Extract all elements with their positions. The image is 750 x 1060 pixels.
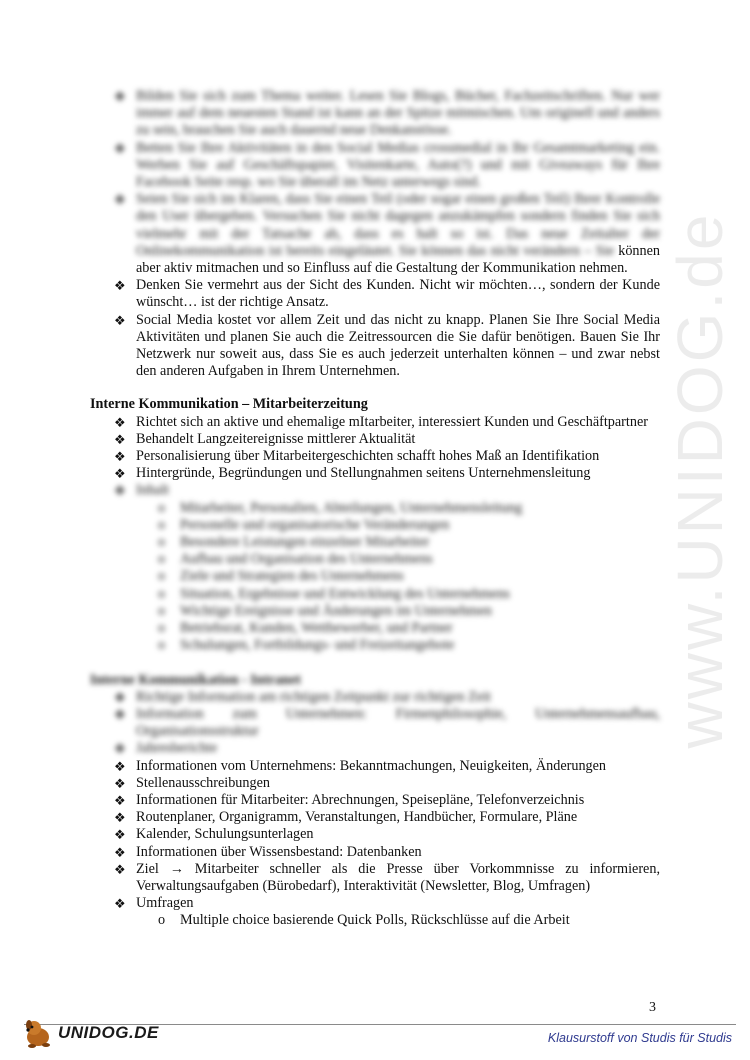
circle-bullet-icon: o — [158, 620, 166, 637]
list-item: ❖ Ziel → Mitarbeiter schneller als die Presse über Vorkommnisse zu informieren, Verwaltungsaufgaben (Bürobedarf), Interaktivität (Newsletter, Blog, Umfragen) — [114, 860, 660, 894]
list-item: o Aufbau und Organisation des Unternehmens — [158, 551, 433, 568]
list-item: ❖ Behandelt Langzeitereignisse mittlerer Aktualität — [114, 430, 416, 447]
circle-bullet-icon: o — [158, 551, 166, 568]
list-item: ❖ Routenplaner, Organigramm, Veranstaltungen, Handbücher, Formulare, Pläne — [114, 809, 578, 826]
list-item: o Schulungen, Fortbildungs- und Freizeitangebote — [158, 637, 455, 654]
list-item: ❖ Umfragen — [114, 895, 194, 912]
unidog-logo — [20, 1015, 160, 1051]
circle-bullet-icon: o — [158, 516, 166, 533]
list-item: o Situation, Ergebnisse und Entwicklung des Unternehmens — [158, 585, 510, 602]
blurred-bullet-list-intranet — [90, 689, 660, 758]
list-item: ❖ Kalender, Schulungsunterlagen — [114, 826, 314, 843]
circle-bullet-icon: o — [158, 585, 166, 602]
page-content — [90, 88, 660, 930]
diamond-bullet-icon: ❖ — [114, 861, 126, 877]
sub-list — [90, 912, 660, 929]
circle-bullet-icon: o — [158, 534, 166, 551]
circle-bullet-icon: o — [158, 637, 166, 654]
blurred-sub-list — [90, 500, 660, 655]
clear-text: können aber aktiv mitmachen und so Einfluss auf die Gestaltung der Kommunikation nehmen. — [136, 242, 661, 277]
diamond-bullet-icon: ❖ — [114, 792, 126, 808]
list-item: o Personelle und organisatorische Veränderungen — [158, 516, 450, 533]
diamond-bullet-icon: ❖ — [114, 810, 126, 826]
list-item: ❖ Betten Sie Ihre Aktivitäten in den Social Medias crossmedial in Ihr Gesamtmarketing ein. Werben Sie auf Geschäftspapier, Visitenkarte, Auto(?) und mit Giveaways für Ihre Facebook Seite resp. wo Sie überall im Netz unterwegs sind. — [114, 139, 660, 191]
list-item: ❖ Information zum Unternehmen: Firmenphilosophie, Unternehmensaufbau, Organisationsstruktur — [114, 705, 660, 740]
list-item: ❖ Social Media kostet vor allem Zeit und das nicht zu knapp. Planen Sie Ihre Social Media Aktivitäten und planen Sie auch die Zeitressourcen die Sie dafür benötigen. Bauen Sie Ihr Netzwerk nur soweit aus, dass Sie es auch jederzeit unterhalten können – und zwar nebst den anderen Aufgaben in Ihrem Unternehmen. — [114, 311, 660, 380]
watermark: www.UNIDOG.de — [664, 211, 736, 749]
circle-bullet-icon: o — [158, 568, 166, 585]
list-item: ❖ Stellenausschreibungen — [114, 774, 270, 791]
dog-mascot-icon — [20, 1015, 56, 1051]
list-item: ❖ Informationen vom Unternehmens: Bekanntmachungen, Neuigkeiten, Änderungen — [114, 757, 607, 774]
logo-text: UNIDOG.DE — [58, 1023, 159, 1042]
blurred-bullet-list-top — [90, 88, 660, 191]
diamond-bullet-icon: ❖ — [114, 896, 126, 912]
list-item: o Ziele und Strategien des Unternehmens — [158, 568, 404, 585]
diamond-bullet-icon: ❖ — [114, 414, 126, 430]
diamond-bullet-icon: ❖ — [114, 89, 126, 104]
list-item: ❖ Informationen für Mitarbeiter: Abrechnungen, Speisepläne, Telefonverzeichnis — [114, 791, 585, 808]
circle-bullet-icon: o — [158, 912, 166, 929]
diamond-bullet-icon: ❖ — [114, 483, 126, 499]
diamond-bullet-icon: ❖ — [114, 689, 126, 705]
diamond-bullet-icon: ❖ — [114, 449, 126, 465]
list-item: o Wichtige Ereignisse und Änderungen im Unternehmen — [158, 602, 492, 619]
footer-tagline: Klausurstoff von Studis für Studis — [547, 1031, 732, 1045]
section-heading: Interne Kommunikation - Intranet — [90, 671, 301, 688]
diamond-bullet-icon: ❖ — [114, 706, 126, 722]
diamond-bullet-icon: ❖ — [114, 192, 126, 208]
diamond-bullet-icon: ❖ — [114, 758, 126, 774]
diamond-bullet-icon: ❖ — [114, 775, 126, 791]
bullet-list-mixed — [90, 191, 660, 380]
list-item: ❖ Inhalt — [114, 482, 170, 499]
diamond-bullet-icon: ❖ — [114, 312, 126, 328]
circle-bullet-icon: o — [158, 499, 166, 516]
list-item: ❖ Richtige Information am richtigen Zeitpunkt zur richtigen Zeit — [114, 688, 491, 705]
page-number: 3 — [649, 1000, 656, 1015]
diamond-bullet-icon: ❖ — [114, 741, 126, 757]
list-item: ❖ Jahresberichte — [114, 740, 218, 757]
blurred-text: Seien Sie sich im Klaren, dass Sie einen Teil (oder sogar einen großen Teil) Ihrer Kontrolle den User übergeben. Versuchen Sie nicht dagegen anzukämpfen sondern finden Sie sich vielmehr mit der Tatsache ab, dass es halt so ist. Das neue Zeitalter der Onlinekommunikation ist bereits eingeläutet. Sie können das nicht verändern – Sie — [136, 191, 660, 259]
list-item: o Betriebsrat, Kunden, Wettbewerber, und Partner — [158, 620, 453, 637]
diamond-bullet-icon: ❖ — [114, 466, 126, 482]
diamond-bullet-icon: ❖ — [114, 431, 126, 447]
list-item: ❖ Personalisierung über Mitarbeitergeschichten schafft hohes Maß an Identifikation — [114, 448, 600, 465]
circle-bullet-icon: o — [158, 602, 166, 619]
diamond-bullet-icon: ❖ — [114, 844, 126, 860]
list-item: ❖ Hintergründe, Begründungen und Stellungnahmen seitens Unternehmensleitung — [114, 465, 591, 482]
bullet-list-mitarbeiterzeitung — [90, 414, 660, 500]
diamond-bullet-icon: ❖ — [114, 278, 126, 294]
section-heading: Interne Kommunikation – Mitarbeiterzeitung — [90, 396, 368, 413]
diamond-bullet-icon: ❖ — [114, 140, 126, 156]
list-item: o Mitarbeiter, Personalien, Abteilungen, Unternehmensleitung — [158, 499, 523, 516]
list-item: o Besondere Leistungen einzelner Mitarbeiter — [158, 534, 430, 551]
bullet-list-intranet — [90, 758, 660, 913]
list-item: ❖ Bilden Sie sich zum Thema weiter. Lesen Sie Blogs, Bücher, Fachzeitschriften. Nur wer immer auf dem neuesten Stand ist kann an der Spitze mitmischen. Um originell und anders zu sein, brauchen Sie auch dauernd neue Denkanstösse. — [114, 88, 660, 139]
list-item: ❖ Richtet sich an aktive und ehemalige mItarbeiter, interessiert Kunden und Geschäftpartner — [114, 413, 648, 430]
list-item: ❖ Informationen über Wissensbestand: Datenbanken — [114, 843, 422, 860]
list-item: o Multiple choice basierende Quick Polls, Rückschlüsse auf die Arbeit — [158, 912, 570, 929]
diamond-bullet-icon: ❖ — [114, 827, 126, 843]
list-item — [90, 191, 660, 277]
list-item: ❖ Denken Sie vermehrt aus der Sicht des Kunden. Nicht wir möchten…, sondern der Kunde wünscht… ist der richtige Ansatz. — [114, 277, 660, 311]
